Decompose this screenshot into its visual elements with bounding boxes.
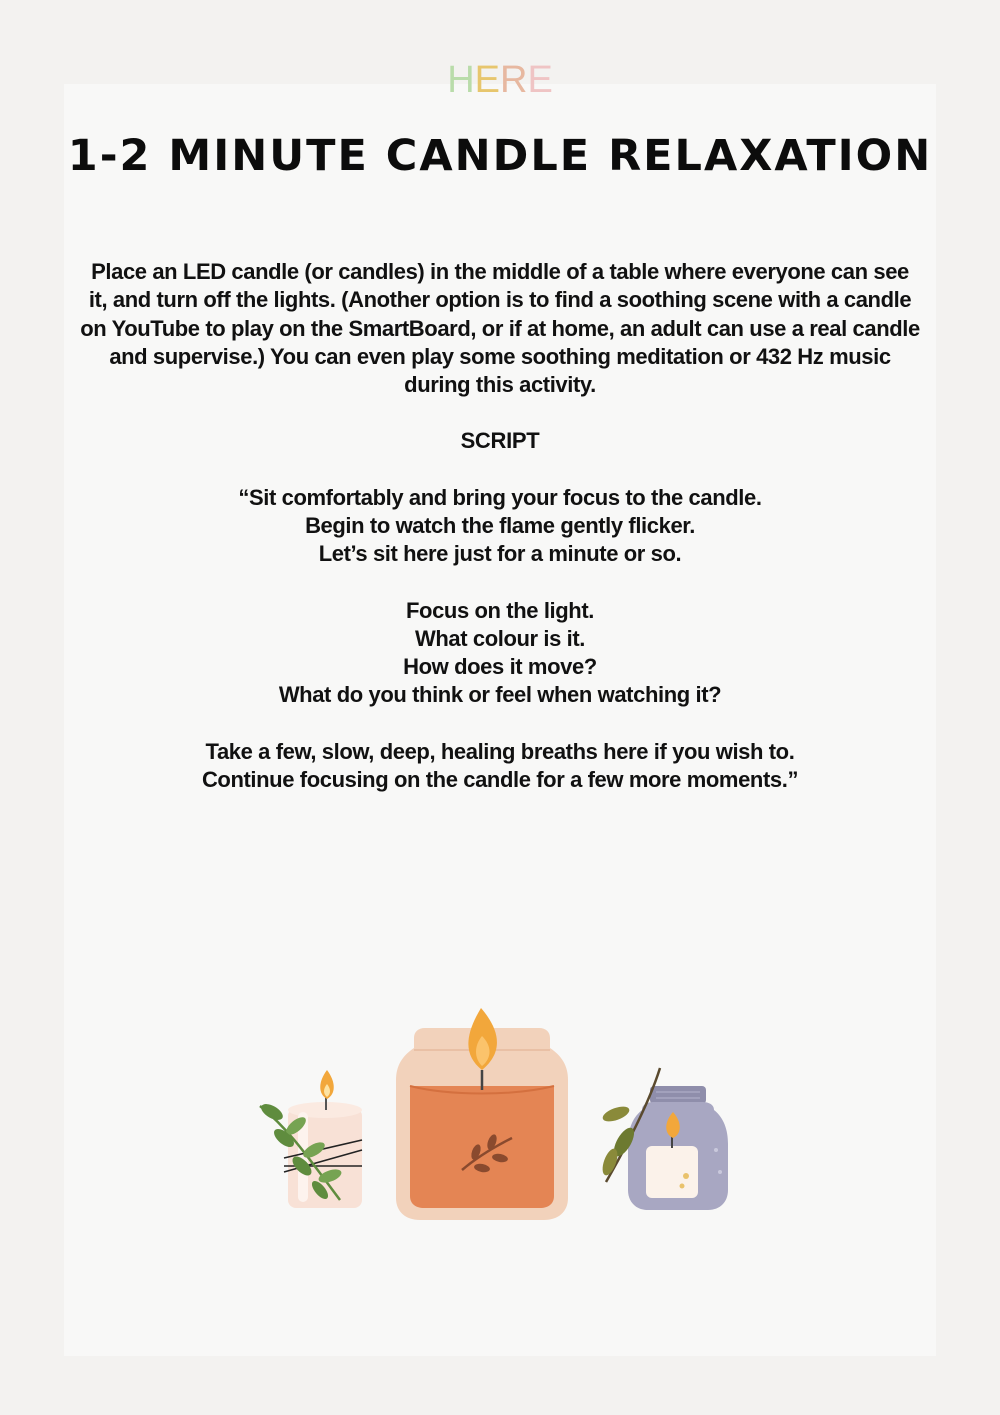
script-heading: SCRIPT (460, 428, 540, 453)
script-line: Focus on the light. (406, 597, 594, 623)
here-logo (0, 58, 1000, 102)
paragraph-gap (0, 569, 1000, 597)
script-line: Continue focusing on the candle for a few more moments.” (201, 767, 799, 792)
large-jar-candle-icon (396, 1008, 568, 1220)
small-glass-jar-candle-icon (600, 1068, 728, 1210)
candles-illustration (250, 1000, 750, 1230)
pillar-candle-with-leaves-icon (259, 1070, 362, 1208)
paragraph-gap (0, 710, 1000, 738)
script-line: Begin to watch the flame gently flicker. (305, 513, 695, 539)
logo-letter: H (447, 59, 475, 101)
script-line: “Sit comfortably and bring your focus to the candle. (238, 485, 762, 510)
script-line: What colour is it. (414, 626, 586, 651)
logo-letter: E (474, 59, 500, 101)
script-line: Let’s sit here just for a minute or so. (318, 541, 682, 567)
page-title: 1-2 MINUTE CANDLE RELAXATION (67, 131, 933, 181)
script-line: How does it move? (403, 654, 597, 680)
script-line: What do you think or feel when watching it? (278, 682, 722, 708)
intro-paragraph: Place an LED candle (or candles) in the middle of a table where everyone can see it, and turn off the lights. (Another option is to find a soothing scene with a candle on YouTube to play on the SmartBoard, or if at home, an adult can use a real candle and supervise.) You can even play some soothing meditation or 432 Hz music during this activity. (80, 259, 920, 398)
script-text (0, 484, 1000, 794)
logo-letter: R (500, 59, 528, 101)
script-line: Take a few, slow, deep, healing breaths here if you wish to. (205, 738, 795, 764)
logo-letter: E (527, 59, 553, 101)
